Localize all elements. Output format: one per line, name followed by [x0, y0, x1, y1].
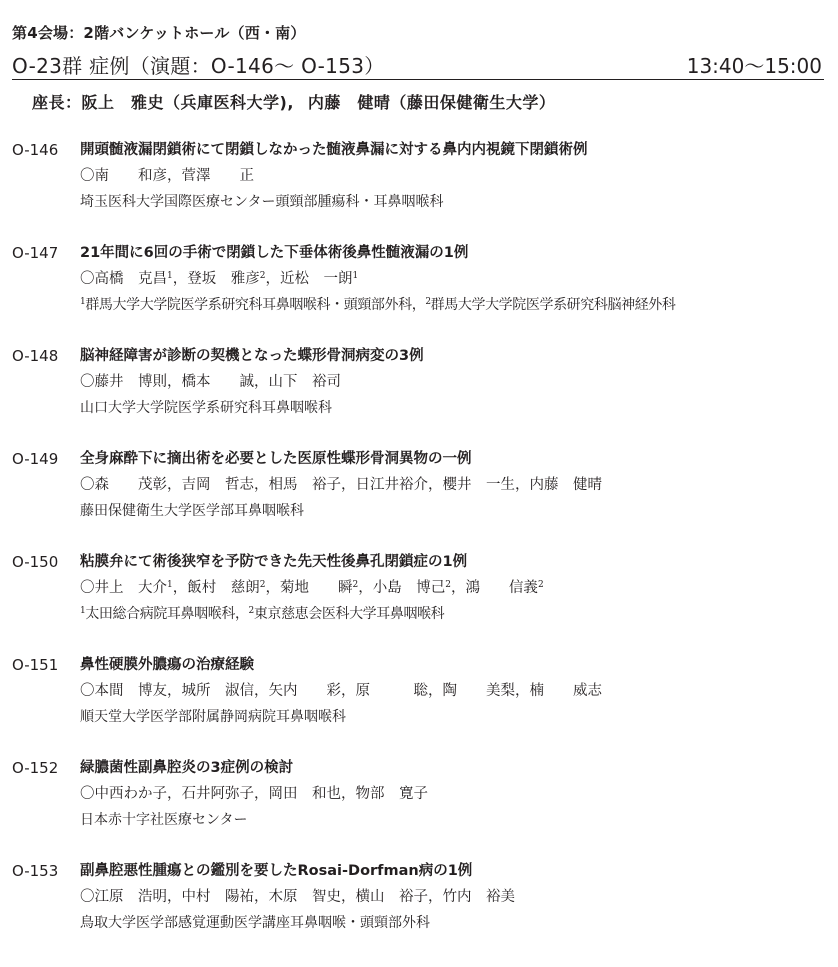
affiliation-separator: ，	[234, 606, 249, 622]
session-title: O-23群 症例（演題：O-146〜 O-153）	[12, 54, 385, 78]
affiliation-name: 群馬大学大学院医学系研究科耳鼻咽喉科・頭頸部外科	[85, 297, 412, 313]
author-name: 鴻 信義	[465, 580, 538, 596]
author-separator: ，	[167, 168, 182, 184]
author-affiliation-mark: 2	[352, 580, 359, 590]
author-separator: ，	[172, 580, 188, 596]
author-affiliation-mark: 2	[259, 271, 266, 281]
author-line	[80, 681, 602, 701]
session-time: 13:40〜15:00	[686, 54, 822, 78]
chair-name-2: 内藤 健晴（藤田保健衛生大学）	[307, 93, 556, 112]
author-name: 〇藤井 博則	[80, 374, 167, 390]
author-name: 石井阿弥子	[181, 786, 254, 802]
author-name: 橋本 誠	[181, 374, 254, 390]
affiliation-mark: 2	[425, 297, 431, 307]
author-separator: ，	[428, 683, 443, 699]
header-divider	[12, 79, 824, 80]
author-affiliation-mark: 1	[167, 580, 173, 590]
author-separator: ，	[254, 477, 269, 493]
author-name: 矢内 彩	[268, 683, 341, 699]
affiliation-name: 群馬大学大学院医学系研究科脳神経外科	[430, 297, 676, 313]
affiliation-line	[80, 398, 332, 418]
author-name: 内藤 健晴	[529, 477, 602, 493]
affiliation-name: 鳥取大学医学部感覚運動医学講座耳鼻咽喉・頭頸部外科	[80, 915, 430, 931]
author-name: 日江井裕介	[355, 477, 428, 493]
author-name: 原 聡	[355, 683, 428, 699]
author-name: 楠 威志	[529, 683, 602, 699]
affiliation-name: 順天堂大学医学部附属静岡病院耳鼻咽喉科	[80, 709, 346, 725]
author-name: 近松 一朗	[279, 271, 353, 287]
affiliation-separator: ，	[411, 297, 426, 313]
author-separator: ，	[265, 580, 280, 596]
affiliation-mark: 2	[248, 606, 254, 616]
abstract-title: 粘膜弁にて術後狭窄を予防できた先天性後鼻孔閉鎖症の1例	[80, 554, 468, 570]
abstract-title: 緑膿菌性副鼻腔炎の3症例の検討	[80, 760, 294, 776]
author-name: 飯村 慈朗	[187, 580, 260, 596]
abstract-id: O-151	[12, 656, 59, 674]
affiliation-name: 日本赤十字社医療センター	[80, 812, 248, 828]
venue-label: 第4会場：2階バンケットホール（西・南）	[12, 24, 306, 42]
author-name: 吉岡 哲志	[181, 477, 254, 493]
author-name: 横山 裕子	[355, 889, 428, 905]
affiliation-line	[80, 707, 346, 727]
chairs-label: 座長：	[32, 93, 82, 112]
abstract-title: 開頭髄液漏閉鎖術にて閉鎖しなかった髄液鼻漏に対する鼻内内視鏡下閉鎖術例	[80, 142, 588, 158]
affiliation-line	[80, 810, 247, 830]
author-separator: ，	[358, 580, 373, 596]
author-separator: ，	[254, 683, 269, 699]
chair-name-1: 阪上 雅史（兵庫医科大学),	[81, 93, 294, 112]
author-separator: ，	[341, 477, 356, 493]
author-name: 〇井上 大介	[80, 580, 167, 596]
author-separator: ，	[167, 477, 182, 493]
author-line	[80, 578, 544, 598]
abstract-title: 21年間に6回の手術で閉鎖した下垂体術後鼻性髄液漏の1例	[80, 245, 469, 261]
author-separator: ，	[167, 683, 182, 699]
author-affiliation-mark: 1	[352, 271, 359, 281]
affiliation-name: 山口大学大学院医学系研究科耳鼻咽喉科	[80, 400, 332, 416]
author-name: 〇中西わか子	[80, 786, 167, 802]
author-separator: ，	[450, 580, 466, 596]
author-name: 〇南 和彦	[80, 168, 167, 184]
abstract-title: 全身麻酔下に摘出術を必要とした医原性蝶形骨洞異物の一例	[80, 451, 472, 467]
abstract-id: O-150	[12, 553, 59, 571]
author-name: 陶 美梨	[442, 683, 515, 699]
author-name: 物部 寛子	[355, 786, 428, 802]
affiliation-mark: 1	[80, 297, 86, 307]
abstract-id: O-147	[12, 244, 59, 262]
abstract-id: O-148	[12, 347, 59, 365]
affiliation-line	[80, 192, 443, 212]
author-separator: ，	[428, 477, 443, 493]
affiliation-line	[80, 501, 304, 521]
author-separator: ，	[172, 271, 188, 287]
author-name: 〇本間 博友	[80, 683, 167, 699]
abstract-id: O-149	[12, 450, 59, 468]
author-name: 〇江原 浩明	[80, 889, 167, 905]
author-name: 木原 智史	[268, 889, 341, 905]
abstract-id: O-152	[12, 759, 59, 777]
affiliation-name: 東京慈恵会医科大学耳鼻咽喉科	[253, 606, 445, 622]
author-affiliation-mark: 2	[445, 580, 451, 590]
author-name: 相馬 裕子	[268, 477, 341, 493]
author-separator: ，	[265, 271, 280, 287]
author-affiliation-mark: 2	[537, 580, 544, 590]
author-separator: ，	[341, 786, 356, 802]
author-separator: ，	[254, 786, 269, 802]
author-affiliation-mark: 1	[167, 271, 173, 281]
affiliation-mark: 1	[80, 606, 86, 616]
author-separator: ，	[167, 889, 182, 905]
abstract-title: 副鼻腔悪性腫瘍との鑑別を要したRosai-Dorfman病の1例	[80, 863, 473, 879]
author-separator: ，	[254, 889, 269, 905]
affiliation-line	[80, 295, 675, 315]
author-affiliation-mark: 2	[259, 580, 266, 590]
author-line	[80, 475, 602, 495]
author-name: 菊地 瞬	[279, 580, 353, 596]
author-name: 中村 陽祐	[181, 889, 254, 905]
author-separator: ，	[167, 786, 182, 802]
session-chairs	[32, 90, 555, 113]
author-line	[80, 166, 254, 186]
author-separator: ，	[341, 683, 356, 699]
author-name: 櫻井 一生	[442, 477, 515, 493]
affiliation-name: 埼玉医科大学国際医療センター頭頸部腫瘍科・耳鼻咽喉科	[80, 194, 444, 210]
author-line	[80, 269, 358, 289]
abstract-title: 鼻性硬膜外膿瘍の治療経験	[80, 657, 254, 673]
affiliation-line	[80, 913, 430, 933]
author-separator: ，	[254, 374, 269, 390]
author-name: 登坂 雅彦	[187, 271, 260, 287]
abstract-title: 脳神経障害が診断の契機となった蝶形骨洞病変の3例	[80, 348, 424, 364]
author-name: 〇森 茂彰	[80, 477, 167, 493]
author-name: 山下 裕司	[268, 374, 341, 390]
author-name: 〇高橋 克昌	[80, 271, 167, 287]
author-line	[80, 887, 515, 907]
author-name: 岡田 和也	[268, 786, 341, 802]
affiliation-line	[80, 604, 444, 624]
author-separator: ，	[515, 477, 530, 493]
affiliation-name: 太田総合病院耳鼻咽喉科	[85, 606, 235, 622]
author-separator: ，	[341, 889, 356, 905]
abstract-id: O-146	[12, 141, 59, 159]
author-name: 菅澤 正	[181, 168, 254, 184]
author-separator: ，	[515, 683, 530, 699]
author-line	[80, 372, 341, 392]
author-name: 竹内 裕美	[442, 889, 515, 905]
author-line	[80, 784, 428, 804]
author-name: 小島 博己	[372, 580, 446, 596]
author-separator: ，	[428, 889, 443, 905]
affiliation-name: 藤田保健衛生大学医学部耳鼻咽喉科	[80, 503, 304, 519]
author-separator: ，	[167, 374, 182, 390]
abstract-id: O-153	[12, 862, 59, 880]
author-name: 城所 淑信	[181, 683, 254, 699]
